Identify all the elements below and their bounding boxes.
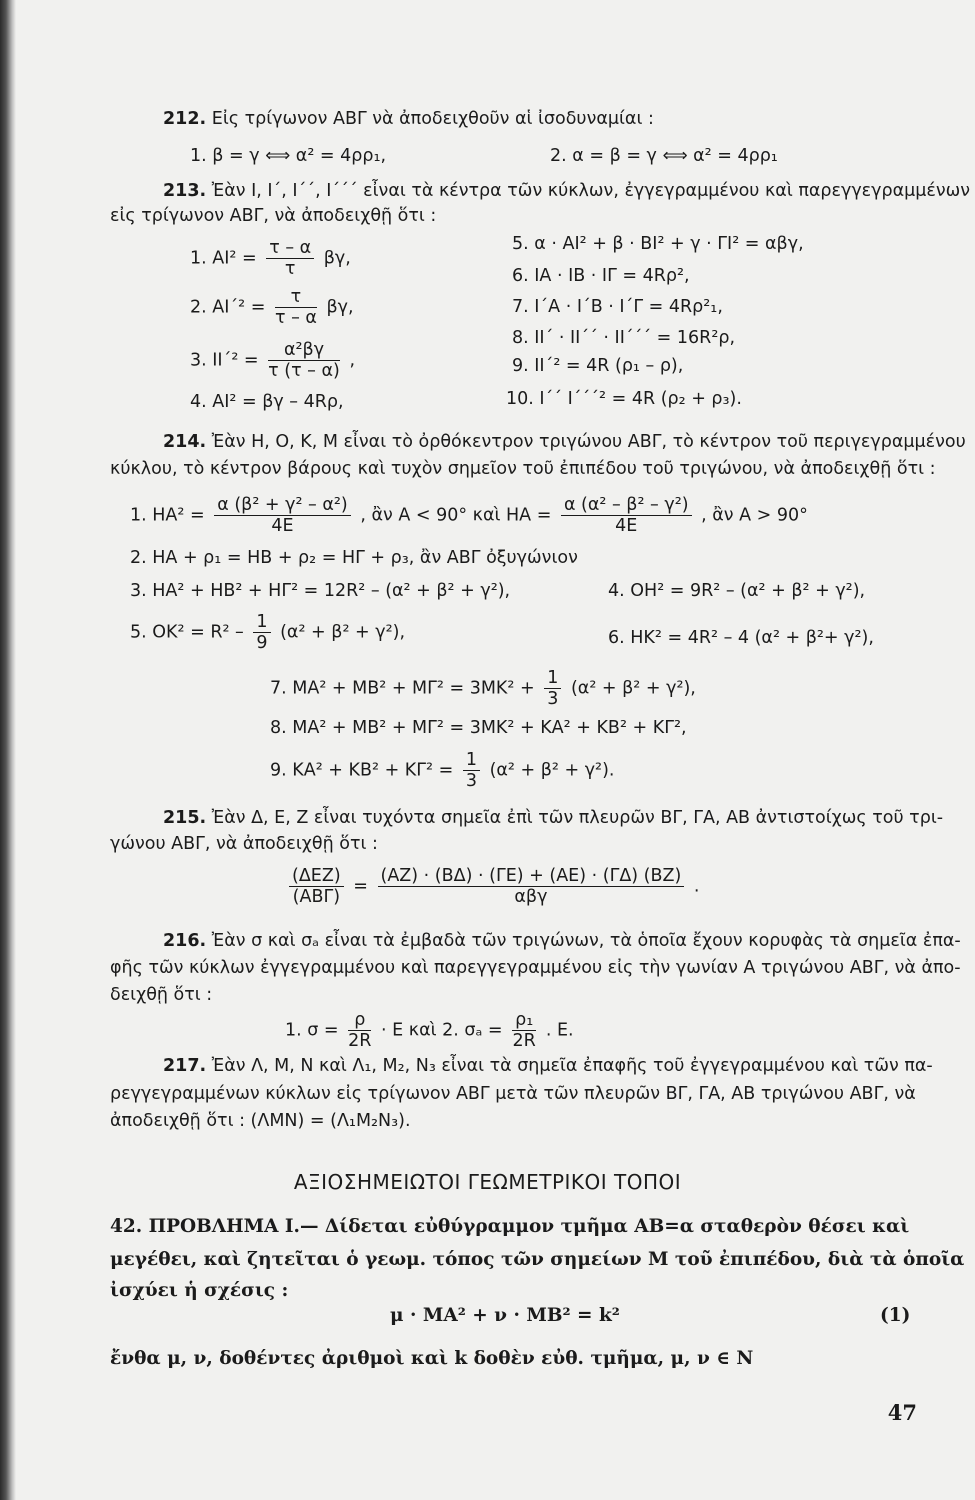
p216-equation [285,1010,574,1051]
denominator: τ [284,259,296,279]
problem-text: Εἰς τρίγωνον ΑΒΓ νὰ ἀποδειχθοῦν αἱ ἰσοδυναμίαι : [211,109,654,129]
problem-42-line1: 42. ΠΡΟΒΛΗΜΑ Ι.— Δίδεται εὐθύγραμμον τμῆμα ΑΒ=α σταθερὸν θέσει καὶ [110,1216,910,1237]
denominator: 9 [256,633,268,653]
eq-rhs: . Ε. [545,1020,574,1041]
denominator: 2R [348,1031,372,1051]
page-number: 47 [887,1400,917,1425]
eq-lhs: 2. ΑΙ΄² = [190,297,266,318]
p214-eq-5 [130,612,405,653]
p214-eq-1 [130,495,808,536]
eq-mid: · Ε καὶ 2. σₐ = [381,1020,503,1041]
p216-text-line2: φῆς τῶν κύκλων ἐγγεγραμμένου καὶ παρεγγεγραμμένου εἰς τὴν γωνίαν Α τριγώνου ΑΒΓ, νὰ ἀπο- [110,958,961,978]
denominator: τ (τ – α) [268,361,340,381]
problem-213 [163,180,970,202]
numerator: (ΔΕΖ) [289,866,344,887]
numerator: 1 [253,612,270,633]
fraction [378,866,685,907]
problem-text: Ἐὰν Λ, Μ, Ν καὶ Λ₁, Μ₂, Ν₃ εἶναι τὰ σημεῖα ἐπαφῆς τοῦ ἐγγεγραμμένου καὶ τῶν πα- [211,1056,933,1076]
eq-lhs: 3. ΙΙ΄² = [190,350,259,371]
problem-number: 212. [163,109,207,129]
problem-216 [163,930,961,952]
problem-text: Ἐὰν Δ, Ε, Ζ εἶναι τυχόντα σημεῖα ἐπὶ τῶν πλευρῶν ΒΓ, ΓΑ, ΑΒ ἀντιστοίχως τοῦ τρι- [211,808,944,828]
fraction [289,866,344,907]
p214-eq-8: 8. ΜΑ² + ΜΒ² + ΜΓ² = 3ΜΚ² + ΚΑ² + ΚΒ² + ΚΓ², [270,718,687,738]
fraction [214,495,351,536]
denominator: 3 [465,771,477,791]
p213-eq-10: 10. Ι΄΄ Ι΄΄΄² = 4R (ρ₂ + ρ₃). [506,389,742,409]
problem-42-equation: μ · ΜΑ² + ν · ΜΒ² = k² [390,1305,620,1326]
eq-lhs: 5. ΟΚ² = R² – [130,622,244,643]
fraction [266,238,314,279]
denominator: 4Ε [615,516,638,536]
eq-rhs: βγ, [326,297,354,318]
denominator: τ – α [274,308,317,328]
p215-text-line2: γώνου ΑΒΓ, νὰ ἀποδειχθῇ ὅτι : [110,834,378,854]
p214-text-line2: κύκλου, τὸ κέντρον βάρους καὶ τυχὸν σημεῖον τοῦ ἐπιπέδου τοῦ τριγώνου, νὰ ἀποδειχθῇ ὅτι : [110,459,936,479]
numerator: (ΑΖ) · (ΒΔ) · (ΓΕ) + (ΑΕ) · (ΓΔ) (ΒΖ) [378,866,685,887]
p213-eq-5: 5. α · ΑΙ² + β · ΒΙ² + γ · ΓΙ² = αβγ, [512,234,804,254]
p213-eq-1 [190,238,351,279]
p214-eq-2: 2. ΗΑ + ρ₁ = ΗΒ + ρ₂ = ΗΓ + ρ₃, ἂν ΑΒΓ ὀξυγώνιον [130,548,578,568]
eq-rhs: (α² + β² + γ²), [570,678,696,699]
p213-eq-4: 4. ΑΙ² = βγ – 4Rρ, [190,392,344,412]
denominator: 3 [547,689,559,709]
fraction [348,1010,371,1051]
p213-eq-8: 8. ΙΙ΄ · ΙΙ΄΄ · ΙΙ΄΄΄ = 16R²ρ, [512,328,736,348]
eq-rhs: βγ, [323,248,351,269]
denominator: αβγ [514,887,548,907]
problem-214 [163,431,966,453]
fraction [275,287,317,328]
denominator: 2R [512,1031,536,1051]
numerator: τ [275,287,317,308]
equation-number: (1) [880,1305,911,1326]
eq-lhs: 1. ΑΙ² = [190,248,257,269]
p214-eq-6: 6. ΗΚ² = 4R² – 4 (α² + β²+ γ²), [608,628,874,648]
problem-number: 217. [163,1056,207,1076]
problem-42-line4: ἔνθα μ, ν, δοθέντες ἀριθμοὶ καὶ k δοθὲν εὐθ. τμῆμα, μ, ν ∈ Ν [110,1348,754,1369]
numerator: ρ₁ [512,1010,536,1031]
p214-eq-7 [270,668,696,709]
p217-text-line3: ἀποδειχθῇ ὅτι : (ΛΜΝ) = (Λ₁Μ₂Ν₃). [110,1111,411,1131]
p213-eq-6: 6. ΙΑ · ΙΒ · ΙΓ = 4Rρ², [512,266,690,286]
eq-lhs: 1. ΗΑ² = [130,505,205,526]
eq-lhs: 7. ΜΑ² + ΜΒ² + ΜΓ² = 3ΜΚ² + [270,678,535,699]
fraction [512,1010,536,1051]
problem-42-line3: ἰσχύει ἡ σχέσις : [110,1280,289,1301]
problem-212 [163,108,654,130]
fraction [561,495,692,536]
problem-215 [163,807,943,829]
problem-number: 214. [163,432,207,452]
numerator: 1 [544,668,561,689]
problem-number: 216. [163,931,207,951]
equals-sign: = [353,876,368,897]
p212-item-2: 2. α = β = γ ⟺ α² = 4ρρ₁ [550,146,778,166]
eq-rhs: (α² + β² + γ²), [280,622,406,643]
p217-text-line2: ρεγγεγραμμένων κύκλων εἰς τρίγωνον ΑΒΓ μετὰ τῶν πλευρῶν ΒΓ, ΓΑ, ΑΒ τριγώνου ΑΒΓ, νὰ [110,1084,916,1104]
p215-equation [285,866,700,907]
p213-eq-3 [190,340,355,381]
problem-text: Ἐὰν Η, Ο, Κ, Μ εἶναι τὸ ὀρθόκεντρον τριγώνου ΑΒΓ, τὸ κέντρον τοῦ περιγεγραμμένου [211,432,966,452]
problem-text: Ἐὰν Ι, Ι΄, Ι΄΄, Ι΄΄΄ εἶναι τὰ κέντρα τῶν κύκλων, ἐγγεγραμμένου καὶ παρεγγεγραμμένων [211,181,971,201]
numerator: α (α² – β² – γ²) [561,495,692,516]
p216-text-line3: δειχθῇ ὅτι : [110,985,213,1005]
eq-condition: , ἂν Α < 90° καὶ ΗΑ = [360,505,552,526]
p212-item-1: 1. β = γ ⟺ α² = 4ρρ₁, [190,146,387,166]
eq-rhs: , [349,350,356,371]
eq-lhs: 9. ΚΑ² + ΚΒ² + ΚΓ² = [270,760,454,781]
problem-number: 215. [163,808,207,828]
problem-text: Ἐὰν σ καὶ σₐ εἶναι τὰ ἐμβαδὰ τῶν τριγώνων, τὰ ὁποῖα ἔχουν κορυφὰς τὰ σημεῖα ἐπα- [211,931,961,951]
fraction [253,612,270,653]
fraction [463,750,480,791]
p213-eq-7: 7. Ι΄Α · Ι΄Β · Ι΄Γ = 4Rρ²₁, [512,297,723,317]
p213-text-line2: εἰς τρίγωνον ΑΒΓ, νὰ ἀποδειχθῇ ὅτι : [110,206,437,226]
p214-eq-4: 4. ΟΗ² = 9R² – (α² + β² + γ²), [608,581,866,601]
page-binding-edge [0,0,16,1500]
denominator: (ΑΒΓ) [292,887,341,907]
problem-42-line2: μεγέθει, καὶ ζητεῖται ὁ γεωμ. τόπος τῶν σημείων Μ τοῦ ἐπιπέδου, διὰ τὰ ὁποῖα [110,1249,965,1270]
eq-condition: , ἂν Α > 90° [701,505,808,526]
fraction [268,340,340,381]
numerator: τ – α [266,238,314,259]
eq-lhs: 1. σ = [285,1020,339,1041]
numerator: α²βγ [268,340,340,361]
problem-number: 213. [163,181,207,201]
p213-eq-2 [190,287,354,328]
fraction [544,668,561,709]
numerator: α (β² + γ² – α²) [214,495,351,516]
numerator: 1 [463,750,480,771]
p213-eq-9: 9. ΙΙ΄² = 4R (ρ₁ – ρ), [512,356,684,376]
period: . [693,876,700,897]
denominator: 4Ε [271,516,294,536]
problem-217 [163,1055,933,1077]
p214-eq-3: 3. ΗΑ² + ΗΒ² + ΗΓ² = 12R² – (α² + β² + γ²), [130,581,511,601]
eq-rhs: (α² + β² + γ²). [489,760,615,781]
section-heading: ΑΞΙΟΣΗΜΕΙΩΤΟΙ ΓΕΩΜΕΤΡΙΚΟΙ ΤΟΠΟΙ [293,1170,682,1194]
p214-eq-9 [270,750,614,791]
numerator: ρ [348,1010,371,1031]
